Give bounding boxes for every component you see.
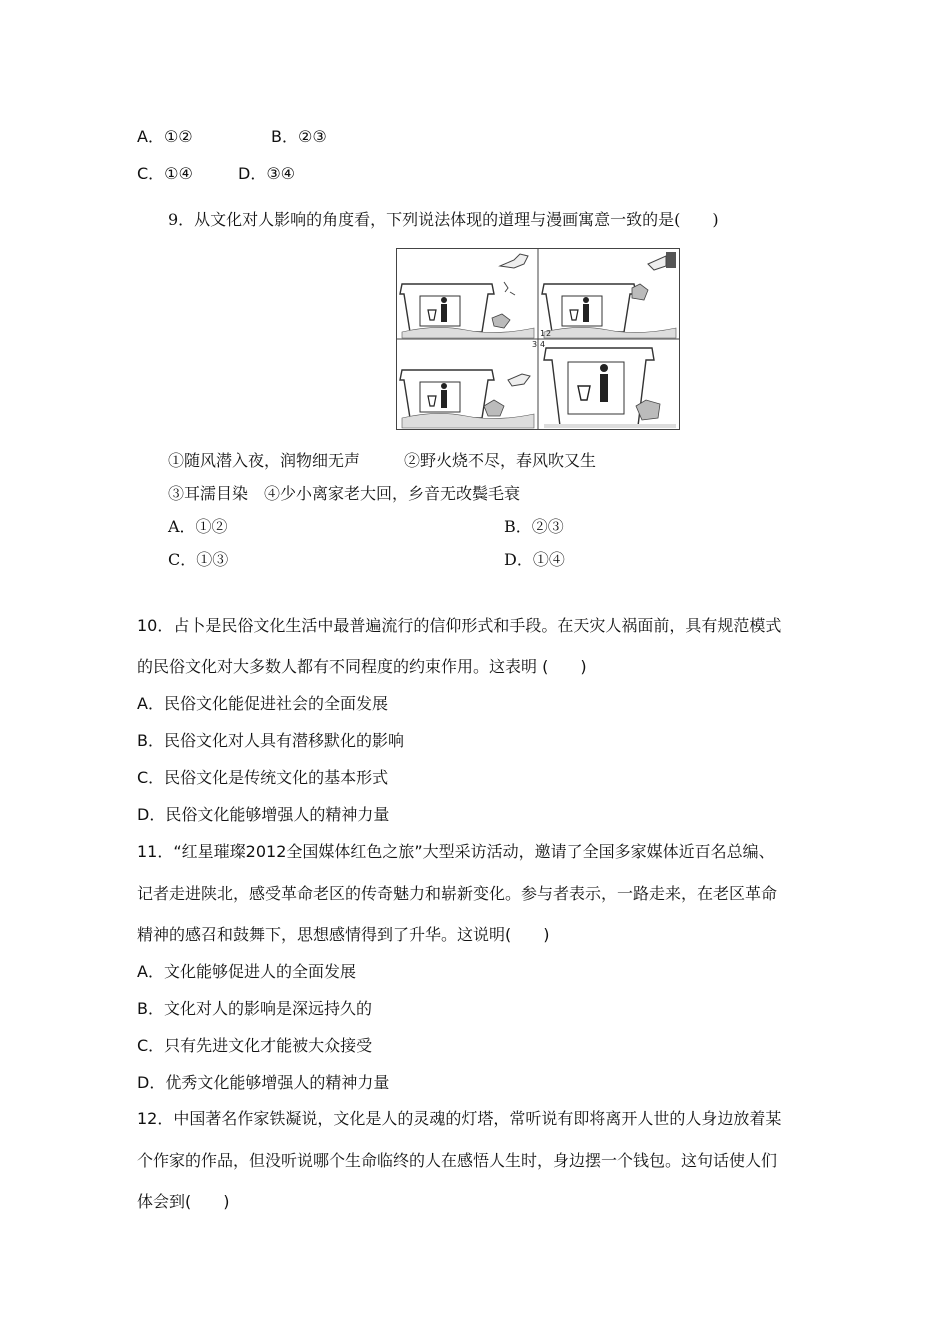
q9-stem: 9．从文化对人影响的角度看，下列说法体现的道理与漫画寓意一致的是( ): [168, 210, 719, 229]
q9-comic-image: [396, 248, 680, 430]
q10-stem-line-1: 10．占卜是民俗文化生活中最普遍流行的信仰形式和手段。在天灾人祸面前，具有规范模式: [137, 616, 782, 635]
q11-stem-line-3: 精神的感召和鼓舞下，思想感情得到了升华。这说明( ): [137, 925, 550, 944]
q9-option-c: C．①③: [168, 550, 229, 569]
q9-option-a: A．①②: [168, 517, 228, 536]
q12-stem-line-1: 12．中国著名作家铁凝说，文化是人的灵魂的灯塔，常听说有即将离开人世的人身边放着某: [137, 1109, 782, 1128]
panel-label-4: 4: [540, 340, 546, 349]
q12-stem-line-2: 个作家的作品，但没听说哪个生命临终的人在感悟人生时，身边摆一个钱包。这句话使人们: [137, 1151, 778, 1170]
q12-stem-line-3: 体会到( ): [137, 1192, 230, 1211]
q10-option-d: D．民俗文化能够增强人的精神力量: [137, 805, 390, 824]
panel-label-3: 3: [532, 340, 538, 349]
q8-option-c: C．①④: [137, 164, 193, 183]
q11-option-c: C．只有先进文化才能被大众接受: [137, 1036, 373, 1055]
panel-label-1: 1: [540, 329, 546, 338]
q9-statement-1: ①随风潜入夜，润物细无声: [168, 451, 361, 470]
q9-statement-2: ②野火烧不尽，春风吹又生: [404, 451, 597, 470]
q11-option-d: D．优秀文化能够增强人的精神力量: [137, 1073, 390, 1092]
q10-option-c: C．民俗文化是传统文化的基本形式: [137, 768, 389, 787]
q9-statement-3: ③耳濡目染: [168, 484, 249, 503]
q9-statement-4: ④少小离家老大回，乡音无改鬓毛衰: [264, 484, 521, 503]
q8-option-b: B．②③: [271, 127, 327, 146]
q10-option-b: B．民俗文化对人具有潜移默化的影响: [137, 731, 404, 750]
q11-stem-line-2: 记者走进陕北，感受革命老区的传奇魅力和崭新变化。参与者表示，一路走来，在老区革命: [137, 884, 778, 903]
q8-option-d: D．③④: [238, 164, 296, 183]
q8-option-a: A．①②: [137, 127, 193, 146]
q11-option-a: A．文化能够促进人的全面发展: [137, 962, 356, 981]
q10-option-a: A．民俗文化能促进社会的全面发展: [137, 694, 388, 713]
q9-option-b: B．②③: [504, 517, 564, 536]
panel-label-2: 2: [546, 329, 552, 338]
q10-stem-line-2: 的民俗文化对大多数人都有不同程度的约束作用。这表明 ( ): [137, 657, 587, 676]
q11-stem-line-1: 11．“红星璀璨2012全国媒体红色之旅”大型采访活动，邀请了全国多家媒体近百名总编、: [137, 842, 775, 861]
q11-option-b: B．文化对人的影响是深远持久的: [137, 999, 372, 1018]
q9-option-d: D．①④: [504, 550, 565, 569]
